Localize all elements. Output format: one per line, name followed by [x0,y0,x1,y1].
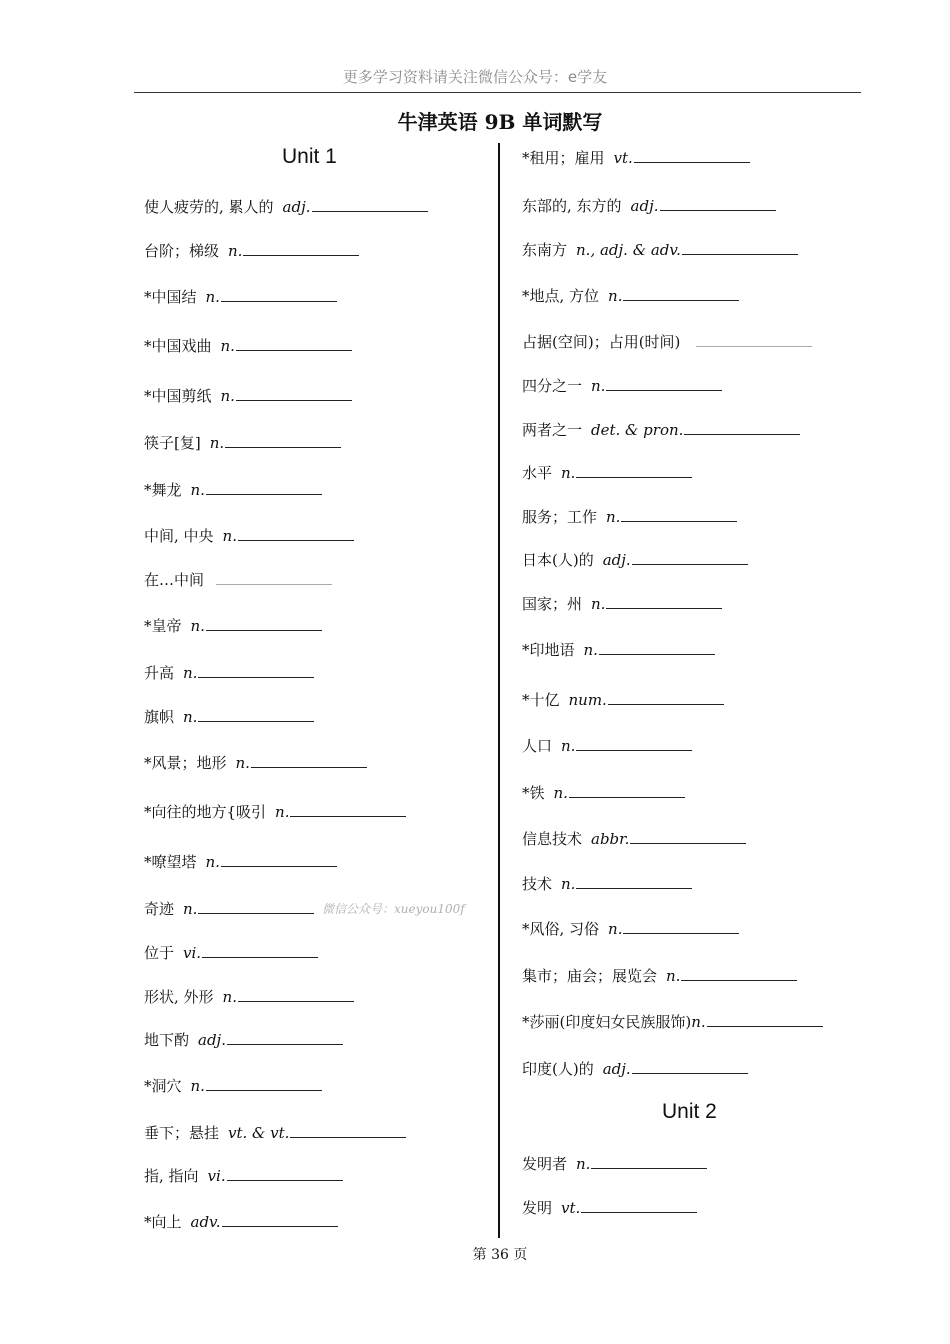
entry-pos: adv. [190,1213,221,1231]
header-note: 更多学习资料请关注微信公众号：e学友 [342,68,608,86]
entry-chinese: 升高 [144,664,175,682]
vocab-entry [144,898,314,919]
vocab-entry [522,331,812,352]
entry-chinese: 指, 指向 [144,1167,199,1185]
answer-blank[interactable] [198,706,314,722]
answer-blank[interactable] [621,506,737,522]
entry-chinese: 服务；工作 [522,508,598,526]
entry-pos: n. [666,967,681,985]
entry-pos: n. [583,641,598,659]
answer-blank[interactable] [660,195,776,211]
answer-blank[interactable] [591,1153,707,1169]
answer-blank[interactable] [630,828,746,844]
answer-blank[interactable] [238,525,354,541]
entry-pos: adj. [630,197,659,215]
answer-blank[interactable] [312,196,428,212]
entry-chinese: 奇迹 [144,900,175,918]
entry-pos: n. [222,988,237,1006]
answer-blank[interactable] [202,942,318,958]
answer-blank[interactable] [599,639,715,655]
vocab-entry [144,986,354,1007]
entry-pos: n. [228,242,243,260]
entry-pos: num. [568,691,607,709]
entry-pos: n. [576,1155,591,1173]
vocab-entry [522,239,798,260]
entry-chinese: 技术 [522,875,553,893]
entry-chinese: 印度(人)的 [522,1060,594,1078]
entry-chinese: *向上 [144,1213,182,1231]
vocab-entry [144,479,322,500]
vocab-entry [144,1122,406,1143]
entry-pos: n. [220,387,235,405]
document-title: 牛津英语 9B 单词默写 [397,110,603,134]
vocab-entry [144,525,354,546]
entry-chinese: *中国剪纸 [144,387,212,405]
answer-blank[interactable] [623,918,739,934]
entry-chinese: *向往的地方{吸引 [144,803,267,821]
answer-blank[interactable] [681,965,797,981]
entry-chinese: 发明 [522,1199,553,1217]
vocab-entry [522,965,797,986]
entry-chinese: *莎丽(印度妇女民族服饰) [522,1013,692,1031]
answer-blank[interactable] [206,615,322,631]
vocab-entry [144,615,322,636]
vocab-entry [522,918,739,939]
entry-chinese: *洞穴 [144,1077,182,1095]
answer-blank[interactable] [238,986,354,1002]
answer-blank[interactable] [290,801,406,817]
entry-pos: n. [183,900,198,918]
entry-pos: n. [220,337,235,355]
entry-chinese: 在…中间 [144,571,205,589]
vocab-entry [144,432,341,453]
vocab-entry [144,1029,343,1050]
entry-pos: n. [205,288,220,306]
header-rule [134,92,861,93]
unit-1-heading: Unit 1 [282,145,337,168]
vocab-entry [522,689,724,710]
vocab-entry [522,1197,697,1218]
entry-chinese: *嘹望塔 [144,853,197,871]
answer-blank[interactable] [707,1011,823,1027]
entry-pos: adj. [602,551,631,569]
entry-pos: n. [222,527,237,545]
entry-pos: adj. [198,1031,226,1049]
entry-pos: adj. [602,1060,631,1078]
answer-blank[interactable] [227,1029,343,1045]
vocab-entry [522,462,692,483]
entry-chinese: 地下酌 [144,1031,190,1049]
entry-chinese: 四分之一 [522,377,583,395]
vocab-entry [522,147,750,168]
entry-chinese: *中国戏曲 [144,337,212,355]
vocab-entry [522,506,737,527]
answer-blank[interactable] [576,735,692,751]
vocab-entry [144,851,337,872]
answer-blank[interactable] [221,286,337,302]
answer-blank[interactable] [684,419,800,435]
entry-pos: n. [561,464,576,482]
entry-chinese: 两者之一 [522,421,583,439]
column-divider [498,143,500,1238]
entry-pos: n. [275,803,290,821]
entry-pos: n. [591,377,606,395]
answer-blank[interactable] [206,479,322,495]
vocab-entry [144,196,428,217]
entry-chinese: *皇帝 [144,617,182,635]
entry-pos: n. [608,287,623,305]
entry-pos: n. [183,664,198,682]
entry-pos: n. [183,708,198,726]
entry-chinese: 旗帜 [144,708,175,726]
entry-chinese: 位于 [144,944,175,962]
entry-chinese: 东南方 [522,241,568,259]
entry-pos: abbr. [591,830,630,848]
answer-blank[interactable] [623,285,739,301]
vocab-entry [144,569,332,590]
entry-pos: vt. [613,149,633,167]
entry-chinese: *铁 [522,784,545,802]
entry-chinese: *舞龙 [144,481,182,499]
vocab-entry [144,335,352,356]
entry-pos: n. [608,920,623,938]
vocab-entry [144,240,359,261]
entry-pos: n. [553,784,568,802]
entry-pos: vt. & vt. [228,1124,290,1142]
vocab-entry [144,1075,322,1096]
entry-chinese: *中国结 [144,288,197,306]
answer-blank[interactable] [634,147,750,163]
entry-chinese: 垂下；悬挂 [144,1124,220,1142]
entry-chinese: *地点, 方位 [522,287,600,305]
entry-pos: n. [209,434,225,452]
entry-pos: adj. [282,198,311,216]
answer-blank[interactable] [216,569,332,585]
entry-chinese: 日本(人)的 [522,551,594,569]
answer-blank[interactable] [251,752,367,768]
answer-blank[interactable] [632,549,748,565]
entry-pos: n., adj. & adv. [576,241,681,259]
entry-chinese: 使人疲劳的, 累人的 [144,198,274,216]
vocab-entry [144,1165,343,1186]
entry-pos: n. [591,595,606,613]
entry-chinese: *风景；地形 [144,754,227,772]
entry-chinese: 形状, 外形 [144,988,214,1006]
entry-chinese: 水平 [522,464,553,482]
entry-chinese: *十亿 [522,691,560,709]
answer-blank[interactable] [606,593,722,609]
entry-pos: n. [561,737,576,755]
entry-chinese: 集市；庙会；展览会 [522,967,658,985]
answer-blank[interactable] [222,1211,338,1227]
answer-blank[interactable] [632,1058,748,1074]
vocab-entry [522,285,739,306]
vocab-entry [144,752,367,773]
entry-pos: n. [190,617,205,635]
entry-chinese: 国家；州 [522,595,583,613]
vocab-entry [522,375,722,396]
vocab-entry [522,828,746,849]
answer-blank[interactable] [576,462,692,478]
answer-blank[interactable] [696,331,812,347]
vocab-entry [522,639,715,660]
entry-pos: n. [691,1013,706,1031]
answer-blank[interactable] [243,240,359,256]
entry-chinese: *租用；雇用 [522,149,605,167]
vocab-entry [144,385,352,406]
answer-blank[interactable] [198,662,314,678]
entry-pos: vi. [207,1167,226,1185]
entry-chinese: 台阶；梯级 [144,242,220,260]
answer-blank[interactable] [198,898,314,914]
answer-blank[interactable] [290,1122,406,1138]
vocab-entry [522,195,776,216]
answer-blank[interactable] [608,689,724,705]
answer-blank[interactable] [236,335,352,351]
entry-pos: n. [190,1077,205,1095]
vocab-entry [144,942,318,963]
entry-pos: vi. [183,944,202,962]
vocab-entry [522,1011,823,1032]
vocab-entry [144,801,406,822]
answer-blank[interactable] [682,239,798,255]
answer-blank[interactable] [221,851,337,867]
answer-blank[interactable] [576,873,692,889]
entry-pos: n. [190,481,205,499]
answer-blank[interactable] [225,432,341,448]
entry-chinese: 占据(空间)；占用(时间) [522,333,681,351]
entry-pos: n. [561,875,576,893]
unit-2-heading: Unit 2 [662,1100,717,1123]
vocab-entry [522,549,748,570]
vocab-entry [522,873,692,894]
watermark-text: 微信公众号：xueyou100f [322,902,465,916]
page-number: 第 36 页 [472,1247,528,1263]
entry-pos: n. [606,508,621,526]
entry-chinese: 发明者 [522,1155,568,1173]
vocab-entry [522,419,800,440]
vocab-entry [144,706,314,727]
entry-pos: vt. [561,1199,581,1217]
entry-pos: n. [235,754,250,772]
entry-chinese: 筷子[复] [144,434,201,452]
entry-chinese: 东部的, 东方的 [522,197,622,215]
entry-chinese: *印地语 [522,641,575,659]
answer-blank[interactable] [227,1165,343,1181]
answer-blank[interactable] [606,375,722,391]
answer-blank[interactable] [569,782,685,798]
vocab-entry [144,286,337,307]
answer-blank[interactable] [581,1197,697,1213]
answer-blank[interactable] [206,1075,322,1091]
entry-pos: n. [205,853,220,871]
vocab-entry [522,735,692,756]
vocab-entry [522,1153,707,1174]
entry-chinese: *风俗, 习俗 [522,920,600,938]
entry-chinese: 中间, 中央 [144,527,214,545]
vocab-entry [522,593,722,614]
entry-chinese: 人口 [522,737,553,755]
vocab-entry [144,662,314,683]
entry-pos: det. & pron. [591,421,684,439]
answer-blank[interactable] [236,385,352,401]
vocab-entry [144,1211,338,1232]
entry-chinese: 信息技术 [522,830,583,848]
vocab-entry [522,782,685,803]
vocab-entry [522,1058,748,1079]
